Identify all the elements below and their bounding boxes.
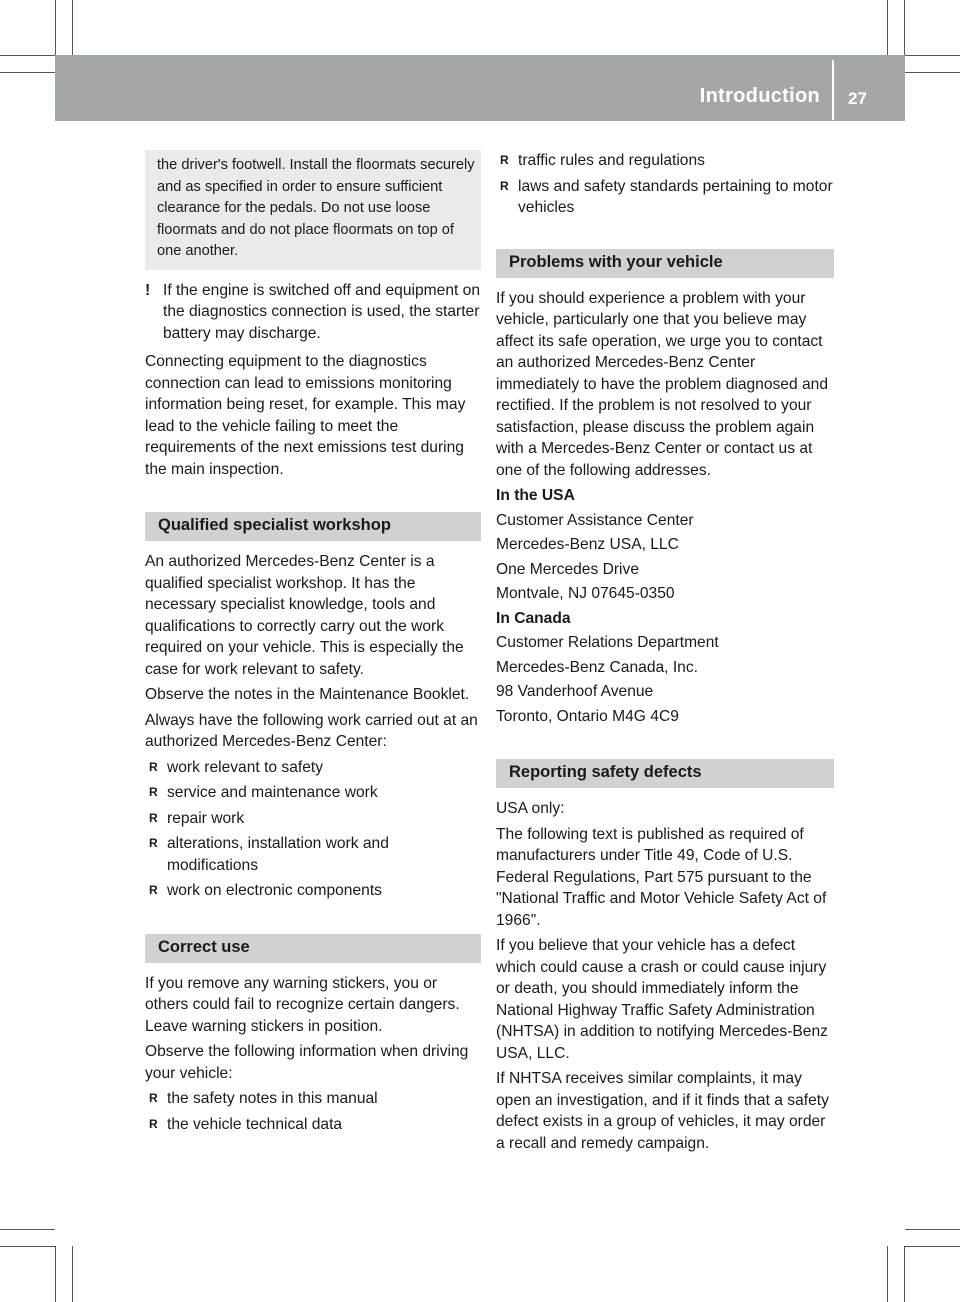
address-line: Mercedes-Benz USA, LLC	[496, 536, 679, 553]
crop-mark	[905, 55, 960, 56]
address-line: 98 Vanderhoof Avenue	[496, 683, 654, 700]
defects-paragraph-4: If NHTSA receives similar complaints, it may open an investigation, and if it finds that a safety defect exists in a group of vehicles, it may order a recall and remedy campaign.	[496, 1070, 829, 1152]
crop-mark	[905, 72, 960, 73]
list-item: R laws and safety standards pertaining to motor vehicles	[496, 176, 834, 219]
diagnostics-paragraph: Connecting equipment to the diagnostics connection can lead to emissions monitoring information being reset, for example. This may lead to the vehicle failing to meet the requirements of the next emissions test during the main inspection.	[145, 353, 466, 478]
crop-mark	[0, 1229, 55, 1230]
address-label-canada: In Canada	[496, 609, 571, 627]
list-item: R the safety notes in this manual	[145, 1088, 481, 1110]
warning-note	[145, 280, 481, 345]
address-line: Toronto, Ontario M4G 4C9	[496, 707, 679, 725]
header-separator	[832, 60, 834, 120]
crop-mark	[55, 0, 56, 55]
address-canada	[496, 608, 834, 728]
section-heading-workshop: Qualified specialist workshop	[145, 512, 481, 541]
list-item: R work on electronic components	[145, 880, 481, 902]
list-item: R traffic rules and regulations	[496, 150, 834, 172]
list-item: R work relevant to safety	[145, 757, 481, 779]
warning-text: If the engine is switched off and equipment on the diagnostics connection is used, the starter battery may discharge.	[163, 281, 480, 342]
section-heading-defects: Reporting safety defects	[496, 759, 834, 788]
list-item: R service and maintenance work	[145, 782, 481, 804]
address-line: Customer Relations Department	[496, 634, 719, 651]
address-line: Customer Assistance Center	[496, 511, 694, 529]
list-item: R the vehicle technical data	[145, 1114, 481, 1136]
workshop-list	[145, 757, 481, 902]
crop-mark	[904, 1246, 905, 1302]
crop-mark	[55, 1246, 56, 1302]
correct-use-paragraph-2: Observe the following information when driving your vehicle:	[145, 1043, 469, 1082]
crop-mark	[0, 72, 55, 73]
defects-paragraph-3: If you believe that your vehicle has a defect which could cause a crash or could cause injury or death, you should immediately inform the National Highway Traffic Safety Administration (NHTSA) in addition to notifying Mercedes-Benz USA, LLC.	[496, 937, 828, 1062]
workshop-paragraph-2: Observe the notes in the Maintenance Booklet.	[145, 686, 470, 703]
note-text: the driver's footwell. Install the floormats securely and as specified in order to ensure sufficient clearance for the pedals. Do not use loose floormats and do not place floormats on top of one another.	[157, 157, 475, 259]
section-heading-correct-use: Correct use	[145, 934, 481, 963]
section-heading-problems: Problems with your vehicle	[496, 249, 834, 278]
crop-mark	[905, 1246, 960, 1247]
workshop-paragraph-1: An authorized Mercedes-Benz Center is a qualified specialist workshop. It has the necessary specialist knowledge, tools and qualifications to correctly carry out the work required on your vehicle. This is especially the case for work relevant to safety.	[145, 553, 464, 678]
right-column	[496, 150, 834, 1158]
exclamation-icon: !	[145, 281, 151, 299]
crop-mark	[72, 1246, 73, 1302]
note-box	[145, 150, 481, 270]
left-column	[145, 150, 481, 1139]
crop-mark	[887, 0, 888, 55]
address-line: One Mercedes Drive	[496, 560, 639, 578]
defects-paragraph-2: The following text is published as required of manufacturers under Title 49, Code of U.S. Federal Regulations, Part 575 pursuant to the "National Traffic and Motor Vehicle Safety Act of 1966".	[496, 825, 827, 929]
crop-mark	[887, 1246, 888, 1302]
address-line: Mercedes-Benz Canada, Inc.	[496, 658, 698, 676]
workshop-paragraph-3: Always have the following work carried out at an authorized Mercedes-Benz Center:	[145, 711, 478, 750]
problems-paragraph: If you should experience a problem with your vehicle, particularly one that you believe may affect its safe operation, we urge you to contact an authorized Mercedes-Benz Center immediately to have the problem diagnosed and rectified. If the problem is not resolved to your satisfaction, please discuss the problem again with a Mercedes-Benz Center or contact us at one of the following addresses.	[496, 289, 829, 479]
regulations-list	[496, 150, 834, 219]
crop-mark	[72, 0, 73, 55]
crop-mark	[0, 55, 55, 56]
crop-mark	[905, 1229, 960, 1230]
list-item: R alterations, installation work and modifications	[145, 833, 481, 876]
address-line: Montvale, NJ 07645-0350	[496, 585, 675, 602]
correct-use-list	[145, 1088, 481, 1135]
address-label-usa: In the USA	[496, 487, 575, 504]
crop-mark	[904, 0, 905, 55]
page-section-title: Introduction	[699, 85, 820, 107]
page-number: 27	[848, 89, 867, 108]
list-item: R repair work	[145, 808, 481, 830]
defects-paragraph-1: USA only:	[496, 800, 565, 817]
address-usa	[496, 485, 834, 605]
crop-mark	[0, 1246, 55, 1247]
correct-use-paragraph-1: If you remove any warning stickers, you or others could fail to recognize certain dangers. Leave warning stickers in position.	[145, 974, 460, 1035]
